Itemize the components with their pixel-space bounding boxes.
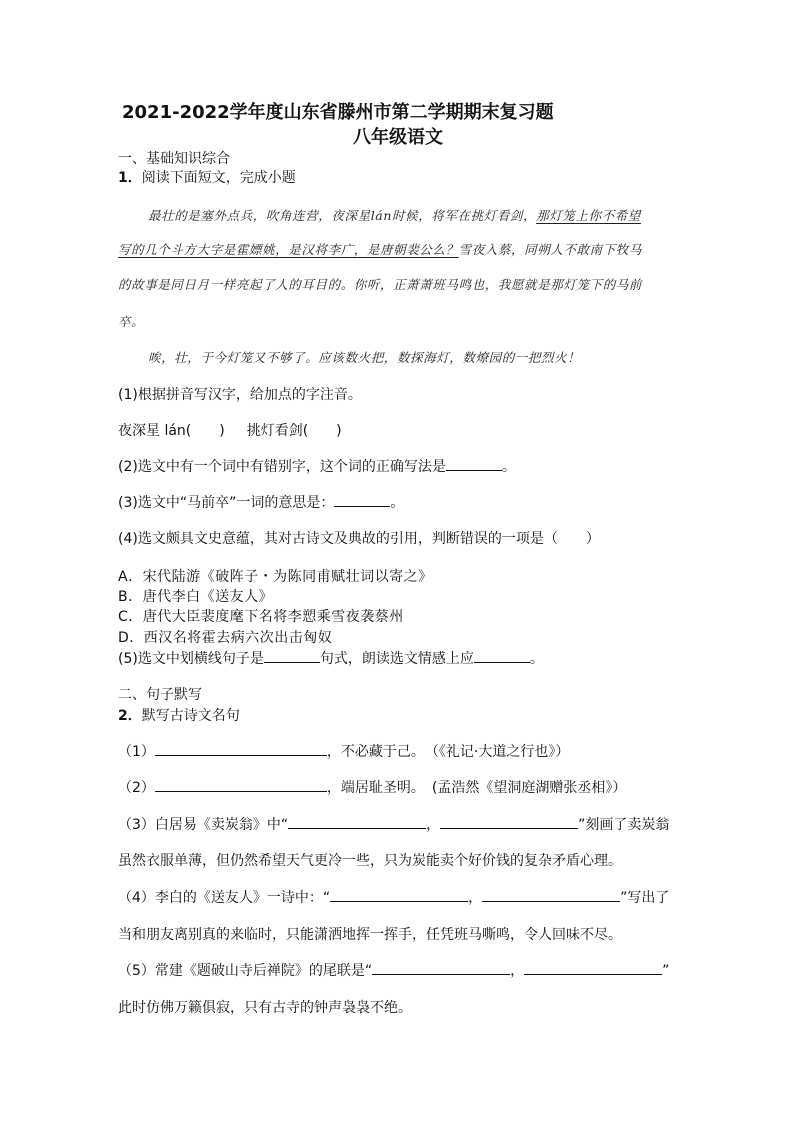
answer-blank[interactable] <box>474 661 530 663</box>
item-text: ”写出了 <box>620 890 670 906</box>
item-text: （5）常建《题破山寺后禅院》的尾联是“ <box>118 963 373 979</box>
option-c: C．唐代大臣裴度麾下名将李愬乘雪夜袭蔡州 <box>118 609 404 625</box>
item-text: （3）白居易《卖炭翁》中“ <box>118 817 289 833</box>
option-a: A．宋代陆游《破阵子・为陈同甫赋壮词以寄之》 <box>118 569 433 585</box>
sub-question-4: (4)选文颇具文史意蕴，其对古诗文及典故的引用，判断错误的一项是（ ） <box>118 531 600 547</box>
passage-text: 雪夜入蔡，同朔人不敢南下牧马 <box>458 242 643 257</box>
recite-item-4 <box>118 887 669 907</box>
sub-question-text: (2)选文中有一个词中有错别字，这个词的正确写法是 <box>118 459 446 475</box>
answer-blank[interactable] <box>446 469 502 471</box>
answer-blank[interactable] <box>440 827 578 829</box>
answer-blank[interactable] <box>330 900 468 902</box>
item-label: （2） <box>118 780 155 796</box>
underlined-sentence: 那灯笼上你不希望 <box>536 208 641 223</box>
passage-line-1 <box>148 206 641 224</box>
sub-question-2 <box>118 456 516 476</box>
option-d: D．西汉名将霍去病六次出击匈奴 <box>118 630 333 646</box>
option-b: B．唐代李白《送友人》 <box>118 589 274 605</box>
sub-question-5 <box>118 648 544 668</box>
recite-item-4-cont: 当和朋友离别真的来临时，只能潇洒地挥一挥手，任凭班马嘶鸣，令人回味不尽。 <box>118 927 622 943</box>
passage-line-5: 唉，壮，于今灯笼又不够了。应该数火把，数探海灯，数燎园的一把烈火！ <box>148 350 581 365</box>
fill-lan: 夜深星 lán( ) <box>118 423 225 439</box>
passage-line-4: 卒。 <box>118 314 145 329</box>
sub-question-3 <box>118 492 404 512</box>
sub-question-1-fill <box>118 420 342 440</box>
punct: 。 <box>501 459 516 475</box>
question-prompt-text: 默写古诗文名句 <box>141 708 240 724</box>
answer-blank[interactable] <box>524 973 662 975</box>
section-heading-1: 一、基础知识综合 <box>118 151 230 167</box>
document-subtitle: 八年级语文 <box>353 127 443 148</box>
question-2-prompt <box>118 705 240 725</box>
punct: 。 <box>529 651 544 667</box>
fill-tiao: 挑灯看剑( ) <box>246 423 342 439</box>
answer-blank[interactable] <box>482 900 620 902</box>
answer-blank[interactable] <box>155 790 327 792</box>
item-label: （1） <box>118 744 155 760</box>
section-heading-2: 二、句子默写 <box>118 687 202 703</box>
recite-item-3-cont: 虽然衣服单薄，但仍然希望天气更冷一些，只为炭能卖个好价钱的复杂矛盾心理。 <box>118 853 622 869</box>
answer-blank[interactable] <box>264 661 320 663</box>
passage-text: 最壮的是塞外点兵，吹角连营，夜深星lán时候，将军在挑灯看剑， <box>148 208 537 223</box>
question-number: 2． <box>118 708 142 724</box>
recite-item-1 <box>118 741 569 761</box>
answer-blank[interactable] <box>372 973 510 975</box>
question-number: 1． <box>118 170 142 186</box>
passage-line-3: 的故事是同日月一样亮起了人的耳目的。你听，正萧萧班马鸣也，我愿就是那灯笼下的马前 <box>118 277 643 292</box>
item-text: ，不必藏于己。 （《礼记·大道之行也》） <box>326 744 570 760</box>
sub-question-1: (1)根据拼音写汉字，给加点的字注音。 <box>118 387 362 403</box>
answer-blank[interactable] <box>334 505 390 507</box>
item-text: ”刻画了卖炭翁 <box>578 817 670 833</box>
passage-line-2 <box>118 240 642 258</box>
sub-question-text: (5)选文中划横线句子是 <box>118 651 264 667</box>
sub-question-text: (3)选文中“马前卒”一词的意思是： <box>118 495 335 511</box>
punct: ， <box>468 890 483 906</box>
item-text: （4）李白的《送友人》一诗中：“ <box>118 890 331 906</box>
recite-item-5 <box>118 960 669 980</box>
document-title: 2021-2022学年度山东省滕州市第二学期期末复习题 <box>122 102 554 123</box>
recite-item-2 <box>118 777 626 797</box>
punct: ， <box>510 963 525 979</box>
punct: ， <box>426 817 441 833</box>
question-prompt-text: 阅读下面短文，完成小题 <box>141 170 296 186</box>
question-1-prompt <box>118 167 296 187</box>
answer-blank[interactable] <box>155 754 327 756</box>
underlined-sentence: 写的几个斗方大字是霍嫖姚，是汉将李广，是唐朝裴公么？ <box>118 242 459 257</box>
punct: 。 <box>390 495 405 511</box>
sub-question-text: 句式，朗读选文情感上应 <box>319 651 474 667</box>
recite-item-3 <box>118 814 669 834</box>
item-text: ” <box>662 963 670 979</box>
recite-item-5-cont: 此时仿佛万籁俱寂，只有古寺的钟声袅袅不绝。 <box>118 1000 412 1016</box>
item-text: ，端居耻圣明。 (孟浩然《望洞庭湖赠张丞相》） <box>326 780 627 796</box>
answer-blank[interactable] <box>288 827 426 829</box>
